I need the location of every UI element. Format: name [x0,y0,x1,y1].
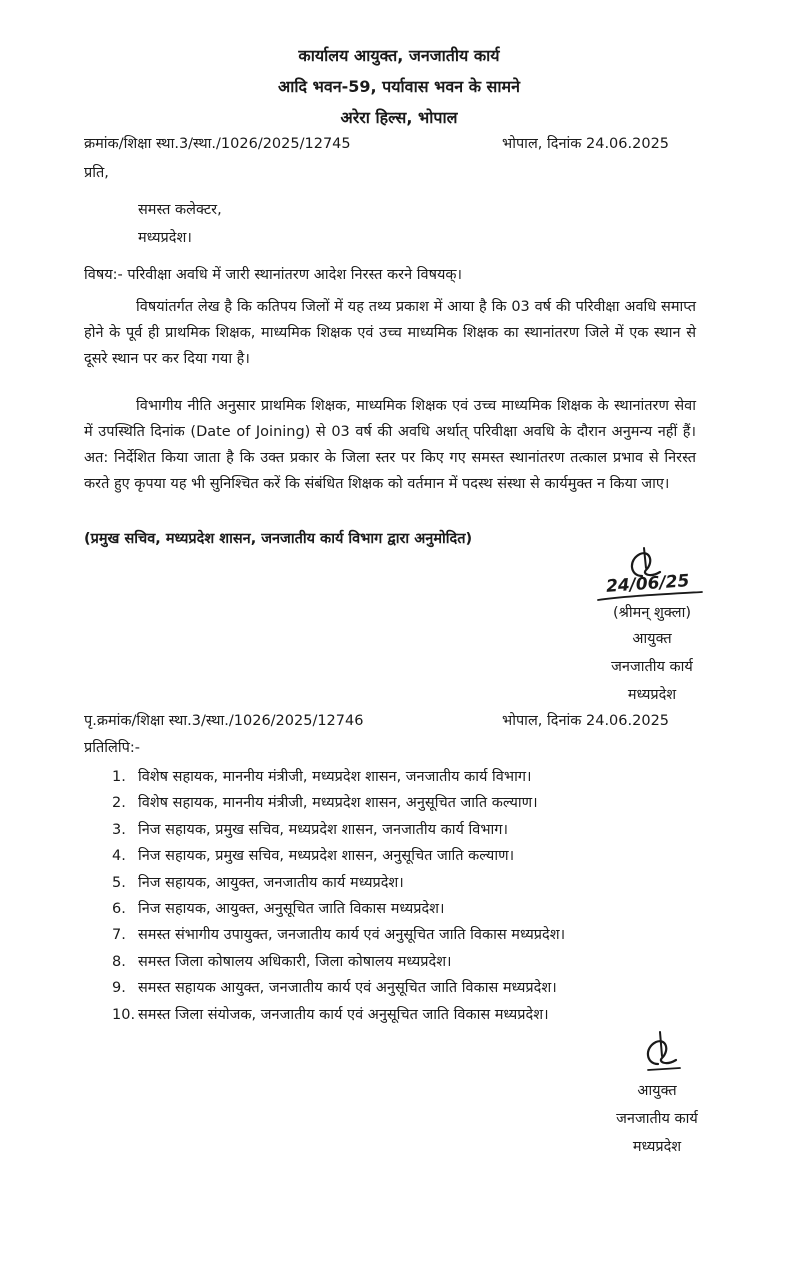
list-item [112,975,565,1001]
list-item [112,790,565,816]
list-item-text: समस्त संभागीय उपायुक्त, जनजातीय कार्य एवं अनुसूचित जाति विकास मध्यप्रदेश। [138,927,566,944]
list-item [112,870,565,896]
list-item [112,896,565,922]
subject-line: विषय:- परिवीक्षा अवधि में जारी स्थानांतरण आदेश निरस्त करने विषयक्। [84,267,463,283]
body-paragraph-2 [84,393,696,497]
signatory-designation-2: जनजातीय कार्य [611,659,693,675]
list-item-number: 3. [112,821,126,838]
list-item-number: 4. [112,848,126,865]
list-item-number: 5. [112,874,126,891]
endorsement-number: पृ.क्रमांक/शिक्षा स्था.3/स्था./1026/2025/12746 [84,713,364,729]
body-paragraph-1-text: विषयांतर्गत लेख है कि कतिपय जिलों में यह तथ्य प्रकाश में आया है कि 03 वर्ष की परिवीक्षा अवधि समाप्त होने के पूर्व ही प्राथमिक शिक्षक, माध्यमिक शिक्षक एवं उच्च माध्यमिक शिक्षक का स्थानांतरण जिले में एक स्थान से दूसरे स्थान पर कर दिया गया है। [84,299,696,367]
signatory2-designation-2: जनजातीय कार्य [616,1111,698,1127]
list-item-text: निज सहायक, प्रमुख सचिव, मध्यप्रदेश शासन, जनजातीय कार्य विभाग। [138,821,508,838]
list-item-number: 10. [112,1006,136,1023]
signature-date: 24/06/25 [605,571,690,597]
endorsement-date: भोपाल, दिनांक 24.06.2025 [502,713,670,729]
list-item-number: 9. [112,980,126,997]
approval-note: (प्रमुख सचिव, मध्यप्रदेश शासन, जनजातीय कार्य विभाग द्वारा अनुमोदित) [84,531,473,547]
to-label: प्रति, [84,165,109,181]
list-item [112,949,565,975]
list-item-text: निज सहायक, आयुक्त, जनजातीय कार्य मध्यप्रदेश। [138,874,404,891]
list-item [112,764,565,790]
list-item-number: 2. [112,795,126,812]
copy-label: प्रतिलिपि:- [84,740,140,756]
signatory-designation-1: आयुक्त [632,631,672,647]
list-item-text: निज सहायक, प्रमुख सचिव, मध्यप्रदेश शासन, अनुसूचित जाति कल्याण। [138,848,515,865]
list-item [112,843,565,869]
reference-number: क्रमांक/शिक्षा स्था.3/स्था./1026/2025/12745 [84,136,351,152]
office-address-line2: अरेरा हिल्स, भोपाल [340,108,458,127]
list-item-text: विशेष सहायक, माननीय मंत्रीजी, मध्यप्रदेश शासन, जनजातीय कार्य विभाग। [138,769,532,785]
body-paragraph-2-text: विभागीय नीति अनुसार प्राथमिक शिक्षक, माध्यमिक शिक्षक एवं उच्च माध्यमिक शिक्षक के स्थानांतरण सेवा में उपस्थिति दिनांक (Date of Joining) से 03 वर्ष की अवधि अर्थात् परिवीक्षा अवधि के दौरान अनुमन्य नहीं हैं। अत: निर्देशित किया जाता है कि उक्त प्रकार के जिला स्तर पर किए गए समस्त स्थानांतरण तत्काल प्रभाव से निरस्त करते हुए कृपया यह भी सुनिश्चित करें कि संबंधित शिक्षक को वर्तमान में पदस्थ संस्था से कार्यमुक्त न किया जाए। [84,398,696,492]
list-item [112,817,565,843]
list-item [112,1002,565,1028]
list-item-number: 6. [112,900,126,917]
signatory2-designation-3: मध्यप्रदेश [632,1139,682,1155]
body-paragraph-1 [84,294,696,372]
list-item-text: विशेष सहायक, माननीय मंत्रीजी, मध्यप्रदेश शासन, अनुसूचित जाति कल्याण। [138,795,538,812]
office-title: कार्यालय आयुक्त, जनजातीय कार्य [298,46,500,65]
list-item-number: 8. [112,953,126,970]
addressee-line1: समस्त कलेक्टर, [138,202,222,218]
list-item [112,922,565,948]
list-item-number: 7. [112,927,126,944]
signature-scribble-2 [640,1030,690,1074]
signatory2-designation-1: आयुक्त [637,1083,677,1099]
list-item-number: 1. [112,769,126,785]
copy-recipient-list [112,764,565,1028]
list-item-text: समस्त सहायक आयुक्त, जनजातीय कार्य एवं अनुसूचित जाति विकास मध्यप्रदेश। [138,980,557,997]
signatory-designation-3: मध्यप्रदेश [627,687,677,703]
list-item-text: समस्त जिला कोषालय अधिकारी, जिला कोषालय मध्यप्रदेश। [138,953,452,970]
list-item-text: समस्त जिला संयोजक, जनजातीय कार्य एवं अनुसूचित जाति विकास मध्यप्रदेश। [138,1006,549,1023]
addressee-line2: मध्यप्रदेश। [138,230,192,246]
reference-date: भोपाल, दिनांक 24.06.2025 [502,136,670,152]
signatory-name: (श्रीमन् शुक्ला) [612,605,691,621]
list-item-text: निज सहायक, आयुक्त, अनुसूचित जाति विकास मध्यप्रदेश। [138,900,445,917]
office-address-line1: आदि भवन-59, पर्यावास भवन के सामने [278,77,520,96]
